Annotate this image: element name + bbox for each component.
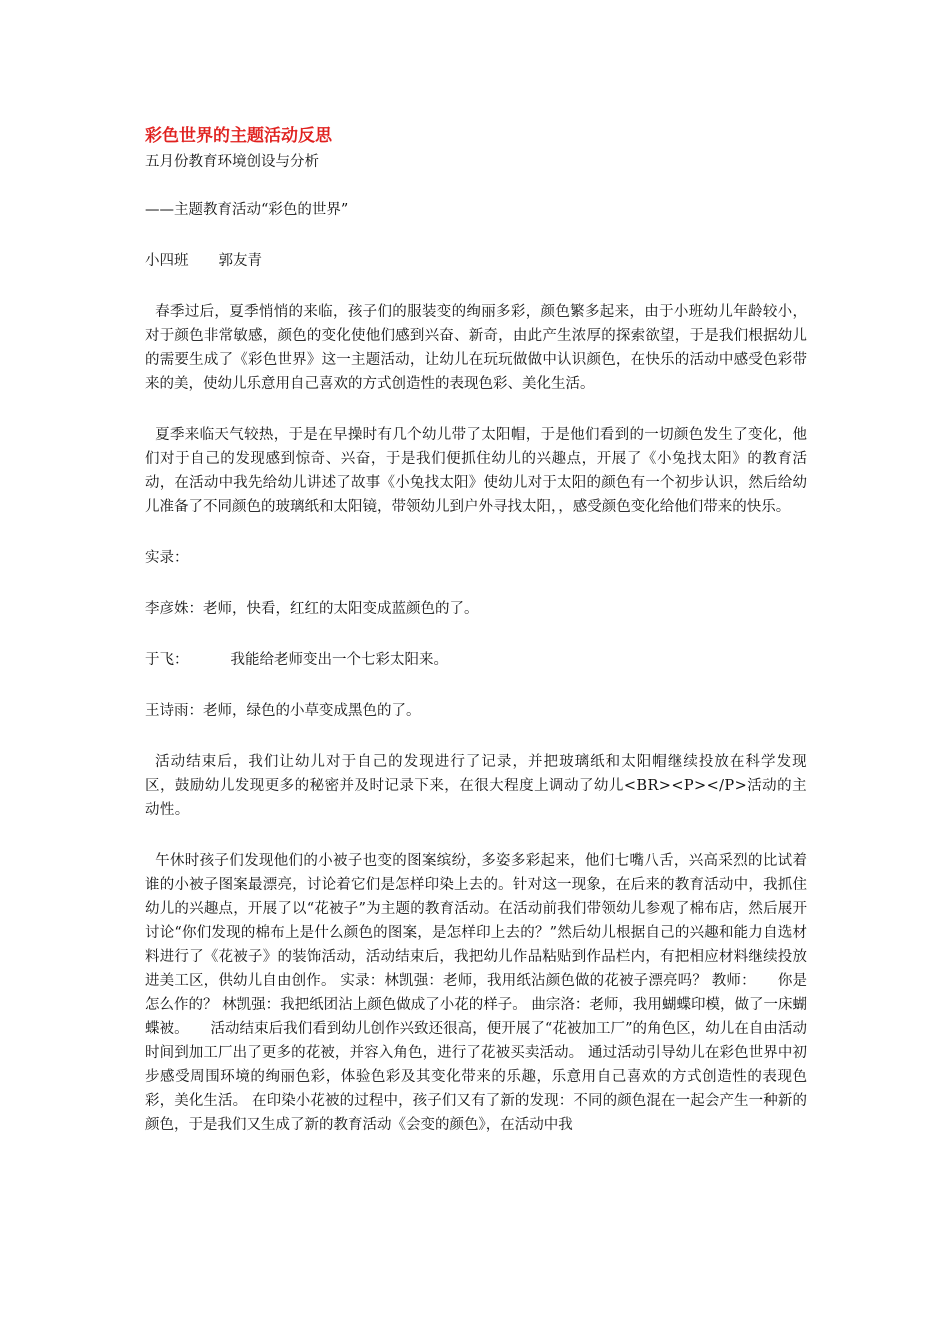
theme-line: ——主题教育活动“彩色的世界”	[145, 202, 349, 218]
paragraph-quilt: 午休时孩子们发现他们的小被子也变的图案缤纷，多姿多彩起来，他们七嘴八舌，兴高采烈的比试着谁的小被子图案最漂亮，讨论着它们是怎样印染上去的。针对这一现象，在后来的教育活动中，我抓住幼儿的兴趣点，开展了以“花被子”为主题的教育活动。在活动前我们带领幼儿参观了棉布店，然后展开讨论“你们发现的棉布上是什么颜色的图案，是怎样印上去的？”然后幼儿根据自己的兴趣和能力自选材料进行了《花被子》的装饰活动，活动结束后，我把幼儿作品粘贴到作品栏内，有把相应材料继续投放进美工区，供幼儿自由创作。 实录：林凯强：老师，我用纸沾颜色做的花被子漂亮吗？ 教师： 你是怎么作的？ 林凯强：我把纸团沾上颜色做成了小花的样子。 曲宗洛：老师，我用蝴蝶印模，做了一床蝴蝶被。 活动结束后我们看到幼儿创作兴致还很高，便开展了“花被加工厂”的角色区，幼儿在自由活动时间到加工厂出了更多的花被，并容入角色，进行了花被买卖活动。 通过活动引导幼儿在彩色世界中初步感受周围环境的绚丽色彩，体验色彩及其变化带来的乐趣，乐意用自己喜欢的方式创造性的表现色彩，美化生活。 在印染小花被的过程中，孩子们又有了新的发现：不同的颜色混在一起会产生一种新的颜色，于是我们又生成了新的教育活动《会变的颜色》，在活动中我	[145, 853, 807, 1133]
dialogue-speaker: 李彦姝：	[145, 601, 203, 617]
paragraph-summer: 夏季来临天气较热，于是在早操时有几个幼儿带了太阳帽，于是他们看到的一切颜色发生了变化，他们对于自己的发现感到惊奇、兴奋，于是我们便抓住幼儿的兴趣点，开展了《小兔找太阳》的教育活动，在活动中我先给幼儿讲述了故事《小兔找太阳》使幼儿对于太阳的颜色有一个初步认识，然后给幼儿准备了不同颜色的玻璃纸和太阳镜，带领幼儿到户外寻找太阳，，感受颜色变化给他们带来的快乐。	[145, 427, 807, 515]
record-label: 实录：	[145, 550, 189, 566]
dialogue-speaker: 于飞：	[145, 652, 189, 668]
dialogue-line	[145, 597, 807, 621]
class-name: 小四班	[145, 253, 189, 269]
byline	[145, 249, 807, 273]
dialogue-line	[145, 699, 807, 723]
dialogue-line	[145, 648, 807, 672]
author-name: 郭友青	[218, 253, 262, 269]
document-page	[145, 124, 807, 1137]
paragraph-intro: 春季过后，夏季悄悄的来临，孩子们的服装变的绚丽多彩，颜色繁多起来，由于小班幼儿年龄较小，对于颜色非常敏感，颜色的变化使他们感到兴奋、新奇，由此产生浓厚的探索欲望，于是我们根据幼儿的需要生成了《彩色世界》这一主题活动，让幼儿在玩玩做做中认识颜色，在快乐的活动中感受色彩带来的美，使幼儿乐意用自己喜欢的方式创造性的表现色彩、美化生活。	[145, 304, 807, 392]
dialogue-text: 我能给老师变出一个七彩太阳来。	[230, 652, 448, 668]
document-title: 彩色世界的主题活动反思	[145, 126, 332, 146]
dialogue-speaker: 王诗雨：	[145, 703, 203, 719]
document-subtitle: 五月份教育环境创设与分析	[145, 154, 319, 170]
dialogue-text: 老师，绿色的小草变成黑色的了。	[203, 703, 421, 719]
dialogue-text: 老师，快看，红红的太阳变成蓝颜色的了。	[203, 601, 479, 617]
paragraph-after-record: 活动结束后，我们让幼儿对于自己的发现进行了记录，并把玻璃纸和太阳帽继续投放在科学发现区，鼓励幼儿发现更多的秘密并及时记录下来，在很大程度上调动了幼儿<BR><P></P>活动的主动性。	[145, 754, 807, 818]
